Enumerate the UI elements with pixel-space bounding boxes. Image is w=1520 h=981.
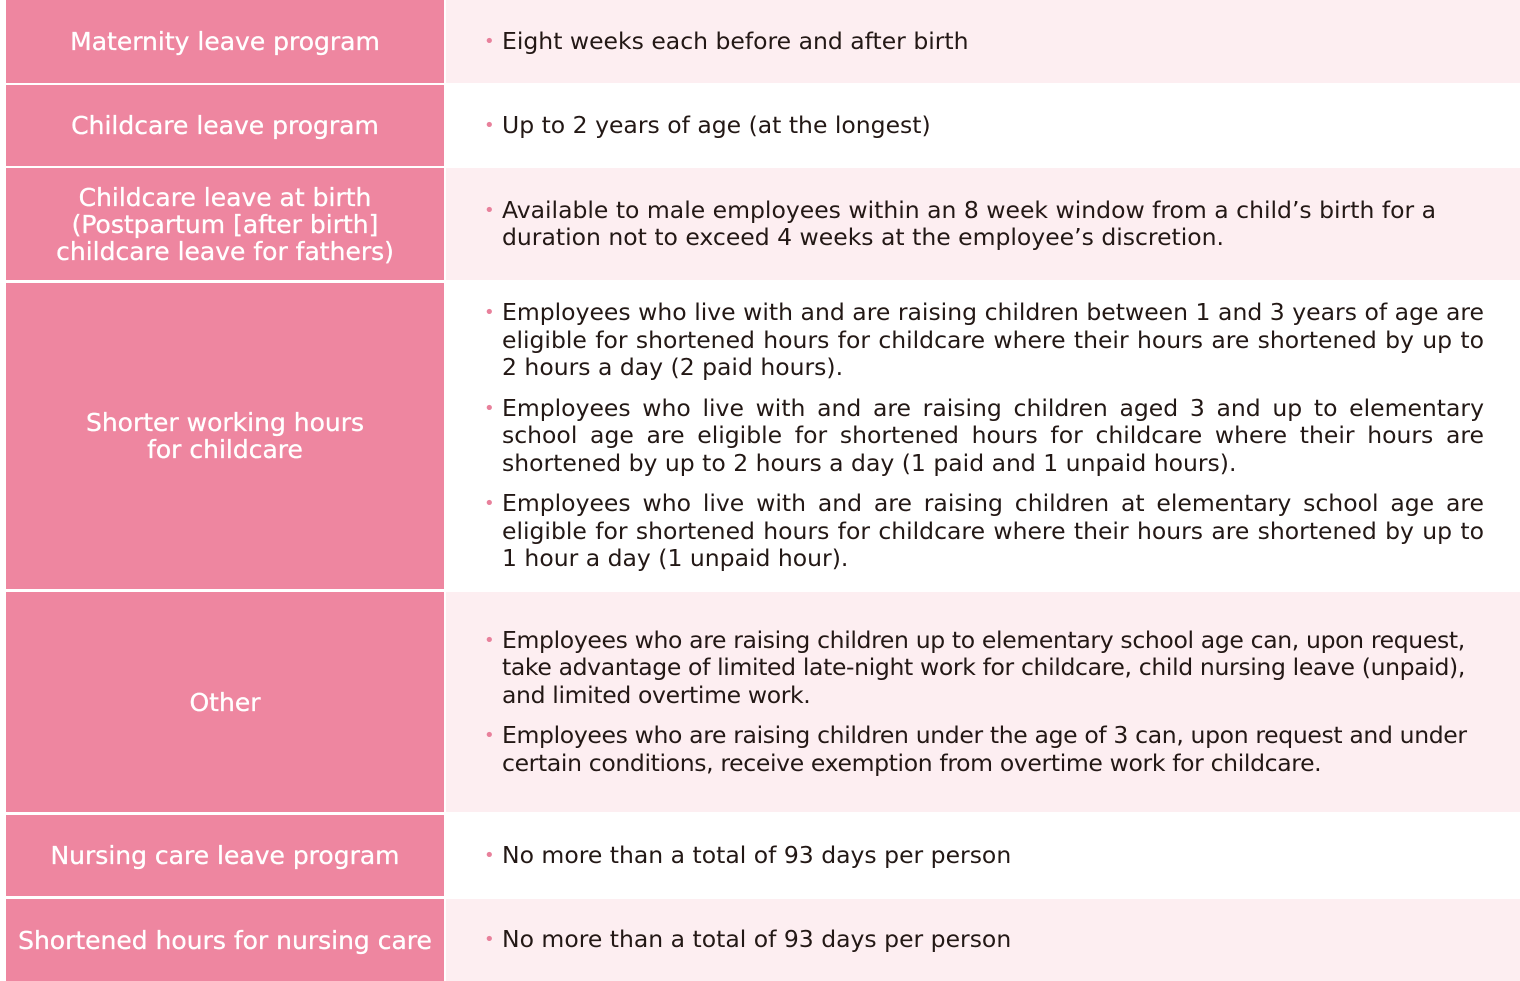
- row-label: [6, 899, 444, 981]
- table-row-shortened-hours-nursing: [0, 899, 1520, 981]
- table-row-maternity-leave: [0, 0, 1520, 83]
- list-item: [484, 926, 1484, 954]
- bullet-icon: •: [484, 302, 495, 324]
- row-label: [6, 168, 444, 280]
- table-row-shorter-working-hours: [0, 283, 1520, 589]
- table-row-childcare-leave: [0, 85, 1520, 166]
- bullet-icon: •: [484, 199, 495, 221]
- list-item: [484, 197, 1484, 252]
- row-label: [6, 815, 444, 896]
- row-label: [6, 283, 444, 589]
- item-text: Eight weeks each before and after birth: [502, 26, 969, 55]
- row-content: [446, 283, 1520, 589]
- list-item: [484, 395, 1484, 478]
- bullet-icon: •: [484, 629, 495, 651]
- row-label-text: Childcare leave at birth (Postpartum [after birth] childcare leave for fathers): [56, 182, 394, 266]
- bullet-icon: •: [484, 397, 495, 419]
- item-text: No more than a total of 93 days per person: [502, 840, 1012, 869]
- row-label-text: Other: [189, 687, 261, 717]
- table-row-childcare-leave-at-birth: [0, 168, 1520, 280]
- list-item: [484, 842, 1484, 870]
- row-label: [6, 0, 444, 83]
- item-text: Employees who live with and are raising children between 1 and 3 years of age are eligible for shortened hours for childcare where their hours are shortened by up to 2 hours a day (2 paid hours).: [502, 298, 1484, 382]
- list-item: [484, 722, 1490, 777]
- bullet-icon: •: [484, 844, 495, 866]
- item-text: Employees who are raising children up to elementary school age can, upon request, take advantage of limited late-night work for childcare, child nursing leave (unpaid), and limited overtime work.: [502, 625, 1465, 709]
- item-text: Employees who are raising children under the age of 3 can, upon request and under certain conditions, receive exemption from overtime work for childcare.: [502, 721, 1467, 777]
- list-item: [484, 299, 1484, 382]
- item-text: No more than a total of 93 days per person: [502, 925, 1012, 954]
- row-label-text: Shortened hours for nursing care: [18, 925, 432, 955]
- table-row-other: [0, 592, 1520, 812]
- row-content: [446, 168, 1520, 280]
- row-label-text: Childcare leave program: [71, 111, 379, 140]
- bullet-icon: •: [484, 30, 495, 52]
- list-item: [484, 112, 1484, 140]
- row-content: [446, 0, 1520, 83]
- row-content: [446, 815, 1520, 896]
- table-row-nursing-care-leave: [0, 815, 1520, 896]
- item-text: Up to 2 years of age (at the longest): [502, 110, 931, 139]
- item-text: Employees who live with and are raising children at elementary school age are eligible for shortened hours for childcare where their hours are shortened by up to 1 hour a day (1 unpaid hour).: [502, 489, 1484, 573]
- list-item: [484, 627, 1490, 710]
- bullet-icon: •: [484, 929, 495, 951]
- row-label-text: Nursing care leave program: [50, 841, 400, 870]
- row-label-text: Maternity leave program: [70, 27, 380, 56]
- row-content: [446, 592, 1520, 812]
- list-item: [484, 490, 1484, 573]
- bullet-icon: •: [484, 725, 495, 747]
- item-text: Employees who live with and are raising children aged 3 and up to elementary school age are eligible for shortened hours for childcare where their hours are shortened by up to 2 hours a day (1 paid and 1 unpaid hours).: [502, 393, 1484, 477]
- row-content: [446, 899, 1520, 981]
- list-item: [484, 28, 1484, 56]
- row-label: [6, 85, 444, 166]
- row-label-text: Shorter working hours for childcare: [85, 408, 365, 464]
- bullet-icon: •: [484, 114, 495, 136]
- bullet-icon: •: [484, 493, 495, 515]
- row-label: [6, 592, 444, 812]
- item-text: Available to male employees within an 8 week window from a child’s birth for a duration not to exceed 4 weeks at the employee’s discretion.: [502, 195, 1437, 251]
- row-content: [446, 85, 1520, 166]
